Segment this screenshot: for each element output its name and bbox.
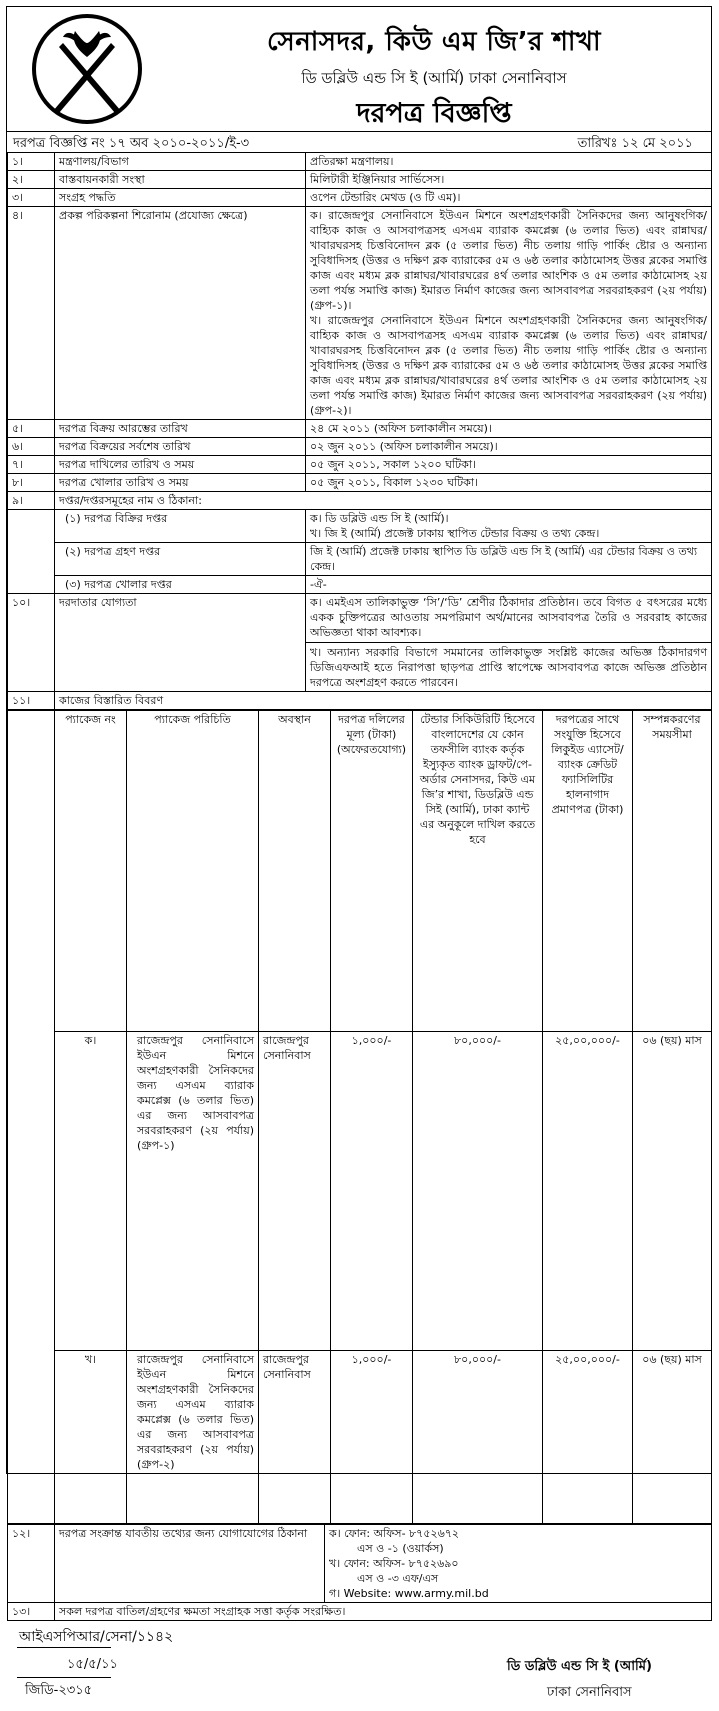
package-security: ৮০,০০০/- (413, 1032, 543, 1351)
signatory-place: ঢাকা সেনানিবাস (547, 1685, 632, 1700)
row-number: ২। (8, 171, 55, 189)
row-value: মিলিটারী ইঞ্জিনিয়ার সার্ভিসেস। (306, 171, 712, 189)
table-row (8, 1525, 712, 1603)
table-row (8, 438, 712, 456)
row-value: সকল দরপত্র বাতিল/গ্রহণের ক্ষমতা সংগ্রাহক সত্তা কর্তৃক সংরক্ষিত। (55, 1603, 712, 1621)
package-location: রাজেন্দ্রপুর সেনানিবাস (259, 1351, 331, 1524)
row-label: দপ্তর/দপ্তরসমূহের নাম ও ঠিকানা: (55, 492, 712, 510)
column-header: দরপত্র দলিলের মূল্য (টাকা) (অফেরতযোগ্য) (331, 711, 413, 1032)
package-table (7, 710, 712, 1524)
row-number: ১০। (8, 594, 55, 692)
sub-row-value: জি ই (আর্মি) প্রজেক্ট ঢাকায় স্থাপিত ডি ডব্লিউ এন্ড সি ই (আর্মি) এর টেন্ডার বিক্রয় ও তথ্য কেন্দ্র। (306, 543, 712, 576)
table-row (8, 492, 712, 510)
notice-header (7, 7, 711, 131)
table-row (8, 189, 712, 207)
package-doc-price: ১,০০০/- (331, 1351, 413, 1524)
table-row (8, 692, 712, 710)
sub-row-value (306, 510, 712, 543)
row-value: ০২ জুন ২০১১ (অফিস চলাকালীন সময়ে)। (306, 438, 712, 456)
sub-row-label: (২) দরপত্র গ্রহণ দপ্তর (55, 543, 306, 576)
signatory-office: ডি ডব্লিউ এন্ড সি ই (আর্মি) (507, 1659, 652, 1674)
footer-date: ১৫/৫/১১ (67, 1657, 118, 1672)
ispr-number: আইএসপিআর/সেনা/১১৪২ (19, 1629, 174, 1645)
package-header-row (8, 711, 712, 1032)
sub-row-value: -ঐ- (306, 576, 712, 594)
header-subtitle: ডি ডব্লিউ এন্ড সি ই (আর্মি) ঢাকা সেনানিবাস (301, 69, 567, 87)
table-row (8, 474, 712, 492)
reference-line (7, 131, 711, 152)
project-title-b: খ। রাজেন্দ্রপুর সেনানিবাসে ইউএন মিশনে অংশগ্রহণকারী সৈনিকদের জন্য আনুষংগিক/বাহ্যিক কাজ ও আসবাপত্রসহ এসএম ব্যারাক কমপ্লেক্স (৬ তলার ভিত) এবং রান্নাঘর/খাবারঘরসহ চিত্তবিনোদন ব্লক (৫ তলার ভিত) নীচ তলায় গাড়ি পার্কিং ষ্টোর ও অন্যান্য সুবিধাদিসহ (উত্তর ও দক্ষিণ ব্লক ব্যারাকের ৫ম ও ৬ষ্ঠ তলার কাঠামোসহ উত্তর ব্লকের সমাপ্তি কাজ এবং মধ্যম ব্লক রান্নাঘর/খাবারঘরের ৪র্থ তলার আংশিক ও ৫ম তলার কাঠামোসহ ২য় তলা পর্যন্ত সমাপ্তি কাজ) ইমারত নির্মাণ কাজের জন্য আসবাবপত্র সরবরাহকরণ (২য় পর্যায়) (গ্রুপ-২)। (310, 314, 707, 417)
contact-phone-a-office: এস ও -১ (ওয়ার্কস) (357, 1542, 444, 1555)
eligibility-a: ক। এমইএস তালিকাভুক্ত ‘সি’/‘ডি’ শ্রেণীর ঠিকাদার প্রতিষ্ঠান। তবে বিগত ৫ বৎসরের মধ্যে একক চুক্তিপত্রের আওতায় সমপরিমাণ অর্থ/মানের আসবাবপত্র তৈরি ও সরবরাহ কাজের অভিজ্ঞতা থাকা আবশ্যক। (310, 596, 707, 639)
sub-row-label: (৩) দরপত্র খোলার দপ্তর (55, 576, 306, 594)
row-label: দরপত্র বিক্রয়ের সর্বশেষ তারিখ (55, 438, 306, 456)
eligibility-b: খ। অন্যান্য সরকারি বিভাগে সমমানের তালিকাভুক্ত সংশ্লিষ্ট কাজের অভিজ্ঞ ঠিকাদারগণ ডিজিএফআই হতে নিরাপত্তা ছাড়পত্র প্রাপ্তি স্বাপেক্ষে আসবাবপত্র কাজে অভিজ্ঞ প্রতিষ্ঠান দরপত্রে অংশগ্রহণ করতে পারবেন। (306, 642, 711, 690)
notice-footer (7, 1621, 711, 1711)
project-title-a: ক। রাজেন্দ্রপুর সেনানিবাসে ইউএন মিশনে অংশগ্রহণকারী সৈনিকদের জন্য আনুষংগিক/বাহ্যিক কাজ ও আসবাপত্রসহ এসএম ব্যারাক কমপ্লেক্স (৬ তলার ভিত) এবং রান্নাঘর/খাবারঘরসহ চিত্তবিনোদন ব্লক (৫ তলার ভিত) নীচ তলায় গাড়ি পার্কিং ষ্টোর ও অন্যান্য সুবিধাদিসহ (উত্তর ও দক্ষিণ ব্লক ব্যারাকের ৫ম ও ৬ষ্ঠ তলার কাঠামোসহ উত্তর ব্লকের সমাপ্তি কাজ এবং মধ্যম ব্লক রান্নাঘর/খাবারঘরের ৪র্থ তলার আংশিক ও ৫ম তলার কাঠামোসহ ২য় তলা পর্যন্ত সমাপ্তি কাজ) ইমারত নির্মাণ কাজের জন্য আসবাবপত্র সরবরাহকরণ (২য় পর্যায়) (গ্রুপ-১)। (310, 209, 707, 312)
row-value: ০৫ জুন ২০১১, সকাল ১২০০ ঘটিকা। (306, 456, 712, 474)
row-number: ৩। (8, 189, 55, 207)
row-label: মন্ত্রণালয়/বিভাগ (55, 153, 306, 171)
package-security: ৮০,০০০/- (413, 1351, 543, 1524)
column-header: সম্পন্নকরণের সময়সীমা (633, 711, 712, 1032)
contact-phone-a: ক। ফোন: অফিস- ৮৭৫২৬৭২ (329, 1527, 460, 1540)
divider (17, 1647, 111, 1648)
gd-number: জিডি-২৩১৫ (25, 1683, 93, 1698)
package-doc-price: ১,০০০/- (331, 1032, 413, 1351)
package-location: রাজেন্দ্রপুর সেনানিবাস (259, 1032, 331, 1351)
column-header: প্যাকেজ পরিচিতি (127, 711, 259, 1032)
row-value (306, 594, 712, 692)
row-label: দরপত্র দাখিলের তারিখ ও সময় (55, 456, 306, 474)
row-number: ৭। (8, 456, 55, 474)
row-number: ১৩। (8, 1603, 55, 1621)
package-liquid-asset: ২৫,০০,০০০/- (543, 1351, 633, 1524)
sale-office-a: ক। ডি ডব্লিউ এন্ড সি ই (আর্মি)। (310, 512, 449, 525)
package-desc: রাজেন্দ্রপুর সেনানিবাসে ইউএন মিশনে অংশগ্রহণকারী সৈনিকদের জন্য এসএম ব্যারাক কমপ্লেক্স (৬ তলার ভিত) এর জন্য আসবাবপত্র সরবরাহকরণ (২য় পর্যায়) (গ্রুপ-১) (127, 1032, 259, 1351)
army-emblem-icon (31, 13, 143, 125)
reference-number: দরপত্র বিজ্ঞপ্তি নং ১৭ অব ২০১০-২০১১/ই-৩ (13, 136, 250, 151)
notice-title: দরপত্র বিজ্ঞপ্তি (356, 98, 512, 129)
sub-row-label: (১) দরপত্র বিক্রির দপ্তর (55, 510, 306, 543)
row-value: প্রতিরক্ষা মন্ত্রণালয়। (306, 153, 712, 171)
table-row (8, 456, 712, 474)
row-label: দরপত্র সংক্রান্ত যাবতীয় তথ্যের জন্য যোগাযোগের ঠিকানা (55, 1525, 325, 1603)
header-title: সেনাসদর, কিউ এম জি’র শাখা (266, 27, 601, 57)
notice-table (7, 152, 712, 710)
package-period: ০৬ (ছয়) মাস (633, 1351, 712, 1524)
row-value: ওপেন টেন্ডারিং মেথড (ও টি এম)। (306, 189, 712, 207)
contact-table (7, 1524, 712, 1621)
row-number: ১১। (8, 692, 55, 710)
row-value (325, 1525, 712, 1603)
row-label: দরদাতার যোগ্যতা (55, 594, 306, 692)
table-row (8, 510, 712, 543)
sale-office-b: খ। জি ই (আর্মি) প্রজেক্ট ঢাকায় স্থাপিত টেন্ডার বিক্রয় ও তথ্য কেন্দ্র। (310, 527, 600, 540)
row-number: ৮। (8, 474, 55, 492)
column-header: প্যাকেজ নং (55, 711, 127, 1032)
row-value (306, 207, 712, 420)
package-desc: রাজেন্দ্রপুর সেনানিবাসে ইউএন মিশনে অংশগ্রহণকারী সৈনিকদের জন্য এসএম ব্যারাক কমপ্লেক্স (৬ তলার ভিত) এর জন্য আসবাবপত্র সরবরাহকরণ (২য় পর্যায়) (গ্রুপ-২) (127, 1351, 259, 1524)
table-row (8, 576, 712, 594)
row-label: প্রকল্প পরিকল্পনা শিরোনাম (প্রযোজ্য ক্ষেত্রে) (55, 207, 306, 420)
row-label: বাস্তবায়নকারী সংস্থা (55, 171, 306, 189)
table-row (8, 594, 712, 692)
row-number: ১২। (8, 1525, 55, 1603)
package-liquid-asset: ২৫,০০,০০০/- (543, 1032, 633, 1351)
package-row (8, 1032, 712, 1351)
column-header: দরপত্রের সাথে সংযুক্তি হিসেবে লিকুইড এ্যাসেট/ব্যাংক ক্রেডিট ফ্যাসিলিটির হালনাগাদ প্রমাণপত্র (টাকা) (543, 711, 633, 1032)
table-row (8, 1603, 712, 1621)
row-number: ৪। (8, 207, 55, 420)
contact-phone-b-office: এস ও -৩ এফ/এস (357, 1572, 439, 1585)
row-label: দরপত্র বিক্রয় আরম্ভের তারিখ (55, 420, 306, 438)
contact-website: গ। Website: www.army.mil.bd (329, 1587, 489, 1600)
table-row (8, 420, 712, 438)
table-row (8, 207, 712, 420)
row-label: সংগ্রহ পদ্ধতি (55, 189, 306, 207)
package-row (8, 1351, 712, 1524)
table-row (8, 153, 712, 171)
package-no: ক। (55, 1032, 127, 1351)
row-label: দরপত্র খোলার তারিখ ও সময় (55, 474, 306, 492)
row-number: ৫। (8, 420, 55, 438)
column-header: টেন্ডার সিকিউরিটি হিসেবে বাংলাদেশের যে কোন তফসীলি ব্যাংক কর্তৃক ইস্যুকৃত ব্যাংক ড্রাফট/পে-অর্ডার সেনাসদর, কিউ এম জি’র শাখা, ডিডব্লিউ এন্ড সিই (আর্মি), ঢাকা ক্যান্ট এর অনুকূলে দাখিল করতে হবে (413, 711, 543, 1032)
package-no: খ। (55, 1351, 127, 1524)
column-header: অবস্থান (259, 711, 331, 1032)
row-value: ০৫ জুন ২০১১, বিকাল ১২৩০ ঘটিকা। (306, 474, 712, 492)
tender-notice-page (6, 6, 712, 1700)
row-number: ৬। (8, 438, 55, 456)
package-period: ০৬ (ছয়) মাস (633, 1032, 712, 1351)
row-number: ৯। (8, 492, 55, 510)
row-value: ২৪ মে ২০১১ (অফিস চলাকালীন সময়ে)। (306, 420, 712, 438)
table-row (8, 171, 712, 189)
divider (17, 1677, 111, 1678)
reference-date: তারিখঃ ১২ মে ২০১১ (577, 136, 693, 151)
table-row (8, 543, 712, 576)
row-label: কাজের বিস্তারিত বিবরণ (55, 692, 712, 710)
row-number: ১। (8, 153, 55, 171)
contact-phone-b: খ। ফোন: অফিস- ৮৭৫২৬৯০ (329, 1557, 459, 1570)
